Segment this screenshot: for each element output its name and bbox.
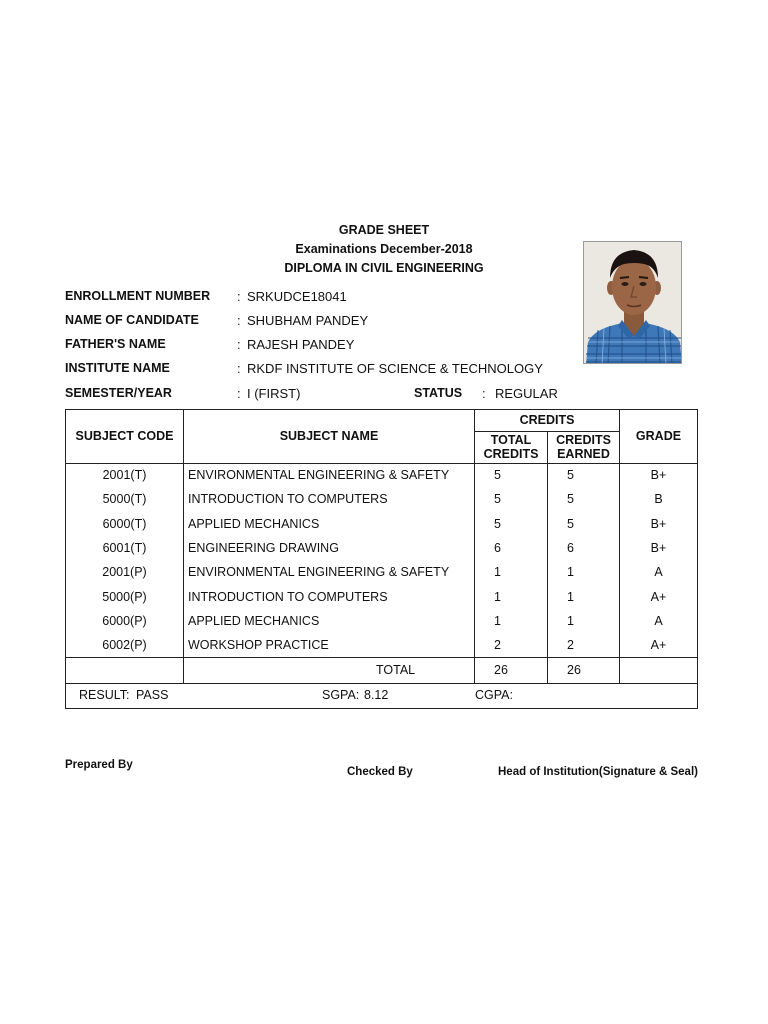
colon: : [237,337,241,352]
total-credits-cell: 5 [494,492,501,506]
total-credits-cell: 5 [494,517,501,531]
total-label: TOTAL [376,663,416,677]
result-label: RESULT: [79,688,130,702]
subject-code-cell: 5000(T) [102,492,147,506]
total-credits-cell: 5 [494,468,501,482]
credits-earned-header-line1: CREDITS [556,433,611,447]
colon: : [482,386,486,401]
semester-year-label: SEMESTER/YEAR [65,386,172,400]
total-credits-header-line2: CREDITS [483,447,539,461]
institute-name-label: INSTITUTE NAME [65,361,170,375]
credits-earned-cell: 1 [567,565,574,579]
candidate-name-value: SHUBHAM PANDEY [247,313,369,328]
candidate-photo [583,241,682,364]
subject-name-cell: INTRODUCTION TO COMPUTERS [188,492,388,506]
subject-code-cell: 2001(P) [102,565,147,579]
enrollment-number-value: SRKUDCE18041 [247,289,347,304]
credits-earned-cell: 2 [567,638,574,652]
result-value: PASS [136,688,169,702]
father-name-label: FATHER'S NAME [65,337,166,351]
sgpa-label: SGPA: [322,688,360,702]
grade-cell: A+ [650,638,667,652]
grade-cell: A+ [650,590,667,604]
credits-earned-cell: 5 [567,468,574,482]
subject-code-cell: 6000(P) [102,614,147,628]
subject-name-cell: ENVIRONMENTAL ENGINEERING & SAFETY [188,468,450,482]
sgpa-value: 8.12 [364,688,389,702]
grade-cell: B+ [650,517,667,531]
table-divider [547,431,548,683]
subject-code-cell: 2001(T) [102,468,147,482]
subject-name-cell: APPLIED MECHANICS [188,614,320,628]
subject-name-cell: INTRODUCTION TO COMPUTERS [188,590,388,604]
grade-sheet-title: GRADE SHEET [338,223,430,237]
cgpa-label: CGPA: [475,688,513,702]
credits-earned-cell: 6 [567,541,574,555]
total-credits-cell: 1 [494,590,501,604]
status-label: STATUS [414,386,463,400]
program-name: DIPLOMA IN CIVIL ENGINEERING [284,261,484,275]
subject-name-cell: WORKSHOP PRACTICE [188,638,329,652]
grade-cell: B [654,492,663,506]
grade-cell: B+ [650,541,667,555]
exam-session: Examinations December-2018 [295,242,473,256]
institute-name-value: RKDF INSTITUTE OF SCIENCE & TECHNOLOGY [247,361,543,376]
candidate-name-label: NAME OF CANDIDATE [65,313,199,327]
credits-earned-header [548,433,619,461]
prepared-by: Prepared By [65,759,133,771]
colon: : [237,386,241,401]
credits-header: CREDITS [519,413,575,427]
table-divider [474,431,619,432]
credits-earned-cell: 1 [567,614,574,628]
subject-code-cell: 5000(P) [102,590,147,604]
credits-earned-cell: 5 [567,517,574,531]
subject-code-cell: 6000(T) [102,517,147,531]
table-divider [183,410,184,683]
table-divider [66,683,697,684]
total-credits-cell: 2 [494,638,501,652]
grades-table [65,409,698,709]
father-name-value: RAJESH PANDEY [247,337,355,352]
status-value: REGULAR [495,386,558,401]
subject-code-header: SUBJECT CODE [75,429,174,443]
total-credits-cell: 1 [494,614,501,628]
colon: : [237,361,241,376]
subject-code-cell: 6001(T) [102,541,147,555]
subject-name-cell: ENGINEERING DRAWING [188,541,339,555]
credits-earned-cell: 5 [567,492,574,506]
total-earned-sum: 26 [567,663,581,677]
subject-name-cell: APPLIED MECHANICS [188,517,320,531]
subject-name-cell: ENVIRONMENTAL ENGINEERING & SAFETY [188,565,450,579]
colon: : [237,289,241,304]
total-credits-cell: 6 [494,541,501,555]
credits-earned-header-line2: EARNED [557,447,610,461]
credits-earned-cell: 1 [567,590,574,604]
head-of-institution: Head of Institution(Signature & Seal) [498,766,698,778]
grade-cell: A [654,565,663,579]
total-credits-header [475,433,547,461]
checked-by: Checked By [347,766,413,778]
colon: : [237,313,241,328]
total-credits-cell: 1 [494,565,501,579]
table-divider [66,657,697,658]
semester-year-value: I (FIRST) [247,386,301,401]
grade-cell: B+ [650,468,667,482]
total-credits-sum: 26 [494,663,508,677]
subject-name-header: SUBJECT NAME [279,429,379,443]
enrollment-number-label: ENROLLMENT NUMBER [65,289,211,303]
grade-header: GRADE [635,429,682,443]
table-divider [66,463,697,464]
total-credits-header-line1: TOTAL [490,433,532,447]
grade-cell: A [654,614,663,628]
subject-code-cell: 6002(P) [102,638,147,652]
